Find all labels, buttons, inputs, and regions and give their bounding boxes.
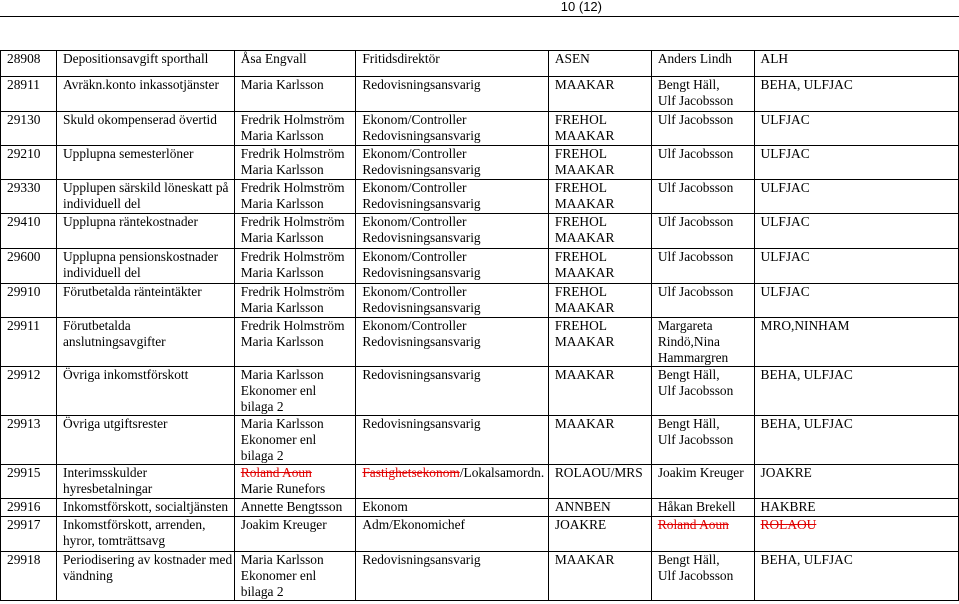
cell-text: Förutbetalda ränteintäkter xyxy=(62,284,202,299)
cell-text: MAAKAR xyxy=(554,334,615,349)
cell-role xyxy=(356,146,549,180)
cell-account-number xyxy=(1,249,57,284)
cell-account-name xyxy=(56,517,234,552)
cell-text: Bengt Häll, xyxy=(657,367,720,382)
cell-text: Ekonom xyxy=(362,499,408,514)
cell-text: Ulf Jacobsson xyxy=(657,93,734,108)
cell-account-name xyxy=(56,249,234,284)
cell-account-name xyxy=(56,112,234,146)
cell-text: Ekonom/Controller xyxy=(362,249,467,264)
cell-text: Avräkn.konto inkassotjänster xyxy=(62,77,219,92)
cell-text: Fredrik Holmström xyxy=(240,249,345,264)
cell-text: Maria Karlsson xyxy=(240,367,324,382)
cell-text: Upplupen särskild löneskatt på xyxy=(62,180,229,195)
cell-text: Marie Runefors xyxy=(240,481,326,496)
cell-text: Maria Karlsson xyxy=(240,128,324,143)
cell-text: 29912 xyxy=(7,367,41,382)
cell-text: Ekonomer enl xyxy=(240,432,317,447)
cell-text: Fredrik Holmström xyxy=(240,214,345,229)
cell-attester-signature xyxy=(754,465,958,499)
struck-text: Fastighetsekonom xyxy=(362,465,460,480)
cell-role xyxy=(356,51,549,77)
cell-text: 29913 xyxy=(7,416,41,431)
struck-text: ROLAOU xyxy=(760,517,817,532)
cell-signature xyxy=(548,180,651,214)
cell-account-number xyxy=(1,416,57,465)
cell-text: Fastighetsekonom/Lokalsamordn. xyxy=(362,465,545,480)
cell-account-number xyxy=(1,552,57,601)
header-rule xyxy=(0,16,959,17)
cell-text: Periodisering av kostnader med xyxy=(62,552,233,567)
cell-text xyxy=(658,517,754,533)
cell-role xyxy=(356,552,549,601)
cell-text: ASEN xyxy=(554,51,590,66)
cell-text: Depositionsavgift sporthall xyxy=(62,51,209,66)
cell-attester-signature xyxy=(754,77,958,112)
cell-text: 29910 xyxy=(7,284,41,299)
cell-text: ULFJAC xyxy=(760,146,810,161)
table-row xyxy=(1,51,959,77)
cell-attester-signature xyxy=(754,517,958,552)
cell-attester-signature xyxy=(754,416,958,465)
cell-text: Annette Bengtsson xyxy=(240,499,343,514)
cell-text: hyror, tomträttsavg xyxy=(62,533,166,548)
cell-text: Ekonom/Controller xyxy=(362,180,467,195)
cell-signature xyxy=(548,51,651,77)
cell-text: MAAKAR xyxy=(554,552,615,567)
cell-text: 29330 xyxy=(7,180,41,195)
cell-responsible-name xyxy=(234,416,356,465)
cell-text: Åsa Engvall xyxy=(240,51,307,66)
table-row xyxy=(1,112,959,146)
cell-attester-signature xyxy=(754,112,958,146)
cell-text: ULFJAC xyxy=(760,249,810,264)
cell-text: Upplupna pensionskostnader xyxy=(62,249,219,264)
cell-text: Ekonom/Controller xyxy=(362,112,467,127)
table-row xyxy=(1,214,959,249)
cell-account-name xyxy=(56,284,234,318)
cell-text: hyresbetalningar xyxy=(62,481,153,496)
cell-role xyxy=(356,180,549,214)
cell-attester-name xyxy=(651,367,754,416)
table-row xyxy=(1,465,959,499)
cell-text: Adm/Ekonomichef xyxy=(362,517,465,532)
cell-responsible-name xyxy=(234,284,356,318)
cell-text: Redovisningsansvarig xyxy=(362,300,481,315)
cell-text: MAAKAR xyxy=(554,162,615,177)
cell-text: FREHOL xyxy=(554,146,607,161)
cell-text: BEHA, ULFJAC xyxy=(760,552,853,567)
cell-text: Margareta xyxy=(657,318,713,333)
cell-text: Upplupna räntekostnader xyxy=(62,214,198,229)
cell-account-name xyxy=(56,465,234,499)
cell-text: Ulf Jacobsson xyxy=(657,112,734,127)
cell-role xyxy=(356,318,549,367)
table-row xyxy=(1,77,959,112)
table-row xyxy=(1,180,959,214)
cell-account-name xyxy=(56,416,234,465)
cell-text: Bengt Häll, xyxy=(657,77,720,92)
cell-account-number xyxy=(1,499,57,517)
cell-text: FREHOL xyxy=(554,180,607,195)
cell-text: 29410 xyxy=(7,214,41,229)
cell-role xyxy=(356,517,549,552)
cell-text: Ulf Jacobsson xyxy=(657,432,734,447)
cell-signature xyxy=(548,318,651,367)
cell-account-name xyxy=(56,77,234,112)
table-row xyxy=(1,552,959,601)
cell-text: Rindö,Nina xyxy=(657,334,720,349)
table-row xyxy=(1,318,959,367)
cell-role xyxy=(356,77,549,112)
cell-text: MAAKAR xyxy=(554,265,615,280)
table-row xyxy=(1,284,959,318)
cell-text: Redovisningsansvarig xyxy=(362,334,481,349)
cell-text: Redovisningsansvarig xyxy=(362,162,481,177)
cell-responsible-name xyxy=(234,552,356,601)
cell-attester-name xyxy=(651,180,754,214)
cell-text: Upplupna semesterlöner xyxy=(62,146,194,161)
cell-attester-name xyxy=(651,499,754,517)
cell-attester-signature xyxy=(754,51,958,77)
cell-responsible-name xyxy=(234,77,356,112)
cell-responsible-name xyxy=(234,367,356,416)
cell-text: ALH xyxy=(760,51,789,66)
cell-attester-name xyxy=(651,552,754,601)
cell-text: Ulf Jacobsson xyxy=(657,568,734,583)
cell-text: Joakim Kreuger xyxy=(657,465,744,480)
cell-text: Hammargren xyxy=(657,350,729,365)
cell-signature xyxy=(548,284,651,318)
cell-responsible-name xyxy=(234,51,356,77)
table-row xyxy=(1,367,959,416)
cell-text: Bengt Häll, xyxy=(657,552,720,567)
cell-text: Övriga utgiftsrester xyxy=(62,416,168,431)
cell-text: Interimsskulder xyxy=(62,465,148,480)
cell-attester-name xyxy=(651,51,754,77)
cell-text: vändning xyxy=(62,568,113,583)
table-row xyxy=(1,517,959,552)
cell-account-number xyxy=(1,77,57,112)
cell-role xyxy=(356,367,549,416)
cell-text: Maria Karlsson xyxy=(240,230,324,245)
cell-text: bilaga 2 xyxy=(240,399,284,414)
cell-text: JOAKRE xyxy=(554,517,607,532)
cell-account-number xyxy=(1,367,57,416)
cell-responsible-name xyxy=(234,214,356,249)
cell-attester-name xyxy=(651,112,754,146)
cell-signature xyxy=(548,214,651,249)
cell-text: anslutningsavgifter xyxy=(62,334,166,349)
cell-attester-name xyxy=(651,284,754,318)
cell-responsible-name xyxy=(234,146,356,180)
cell-responsible-name xyxy=(234,180,356,214)
cell-text: Maria Karlsson xyxy=(240,334,324,349)
cell-text: BEHA, ULFJAC xyxy=(760,77,853,92)
cell-attester-name xyxy=(651,517,754,552)
cell-text: Redovisningsansvarig xyxy=(362,416,481,431)
table-row xyxy=(1,146,959,180)
cell-text: 29917 xyxy=(7,517,41,532)
cell-text: FREHOL xyxy=(554,284,607,299)
cell-text: Ekonom/Controller xyxy=(362,284,467,299)
cell-attester-name xyxy=(651,318,754,367)
cell-responsible-name xyxy=(234,249,356,284)
table-row xyxy=(1,249,959,284)
table-row xyxy=(1,416,959,465)
cell-text: Ulf Jacobsson xyxy=(657,383,734,398)
cell-text: Redovisningsansvarig xyxy=(362,128,481,143)
cell-text: Redovisningsansvarig xyxy=(362,367,481,382)
cell-signature xyxy=(548,367,651,416)
cell-attester-signature xyxy=(754,367,958,416)
cell-text: Ekonomer enl xyxy=(240,383,317,398)
cell-text: Ulf Jacobsson xyxy=(657,214,734,229)
cell-text: Joakim Kreuger xyxy=(240,517,327,532)
cell-text: Ulf Jacobsson xyxy=(657,284,734,299)
cell-text: Ekonom/Controller xyxy=(362,146,467,161)
page-number: 10 (12) xyxy=(560,0,602,14)
cell-signature xyxy=(548,77,651,112)
cell-text: FREHOL xyxy=(554,214,607,229)
cell-account-name xyxy=(56,51,234,77)
cell-text: Fredrik Holmström xyxy=(240,318,345,333)
cell-text: Inkomstförskott, arrenden, xyxy=(62,517,206,532)
cell-text: Fredrik Holmström xyxy=(240,146,345,161)
cell-text: 28908 xyxy=(7,51,41,66)
cell-attester-signature xyxy=(754,180,958,214)
cell-text xyxy=(761,517,958,533)
cell-text: FREHOL xyxy=(554,112,607,127)
cell-text: ULFJAC xyxy=(760,180,810,195)
cell-text: Redovisningsansvarig xyxy=(362,230,481,245)
cell-role xyxy=(356,465,549,499)
cell-text: Ekonom/Controller xyxy=(362,318,467,333)
cell-text: Ulf Jacobsson xyxy=(657,146,734,161)
cell-responsible-name xyxy=(234,465,356,499)
cell-account-number xyxy=(1,180,57,214)
cell-responsible-name xyxy=(234,499,356,517)
cell-text: Övriga inkomstförskott xyxy=(62,367,189,382)
cell-text: 29210 xyxy=(7,146,41,161)
cell-account-name xyxy=(56,146,234,180)
cell-text: individuell del xyxy=(62,196,141,211)
cell-text: Redovisningsansvarig xyxy=(362,265,481,280)
cell-text: Maria Karlsson xyxy=(240,162,324,177)
cell-account-number xyxy=(1,51,57,77)
cell-attester-signature xyxy=(754,214,958,249)
cell-text: ULFJAC xyxy=(760,214,810,229)
cell-text: Ekonom/Controller xyxy=(362,214,467,229)
cell-attester-signature xyxy=(754,249,958,284)
cell-role xyxy=(356,499,549,517)
struck-text: Roland Aoun xyxy=(657,517,729,532)
responsibility-table xyxy=(0,50,959,601)
cell-text: Maria Karlsson xyxy=(240,77,324,92)
cell-text: MAAKAR xyxy=(554,77,615,92)
cell-account-name xyxy=(56,552,234,601)
cell-text: Bengt Häll, xyxy=(657,416,720,431)
cell-text: Fredrik Holmström xyxy=(240,180,345,195)
cell-text: Maria Karlsson xyxy=(240,416,324,431)
cell-text: 29600 xyxy=(7,249,41,264)
cell-text: Ulf Jacobsson xyxy=(657,249,734,264)
cell-text: Håkan Brekell xyxy=(657,499,736,514)
cell-attester-signature xyxy=(754,146,958,180)
cell-text: MAAKAR xyxy=(554,128,615,143)
cell-text: Fredrik Holmström xyxy=(240,284,345,299)
cell-attester-name xyxy=(651,214,754,249)
cell-text: Fritidsdirektör xyxy=(362,51,440,66)
cell-text: 29916 xyxy=(7,499,41,514)
cell-role xyxy=(356,416,549,465)
cell-role xyxy=(356,112,549,146)
cell-account-number xyxy=(1,112,57,146)
cell-signature xyxy=(548,552,651,601)
cell-account-name xyxy=(56,318,234,367)
cell-text: Inkomstförskott, socialtjänsten xyxy=(62,499,229,514)
cell-text: MAAKAR xyxy=(554,230,615,245)
table-row xyxy=(1,499,959,517)
cell-text: ULFJAC xyxy=(760,112,810,127)
cell-text: Maria Karlsson xyxy=(240,196,324,211)
cell-text: 29911 xyxy=(7,318,40,333)
cell-account-name xyxy=(56,180,234,214)
cell-attester-name xyxy=(651,146,754,180)
cell-account-name xyxy=(56,499,234,517)
cell-text xyxy=(241,465,356,481)
cell-attester-name xyxy=(651,465,754,499)
cell-text: ULFJAC xyxy=(760,284,810,299)
cell-text: individuell del xyxy=(62,265,141,280)
cell-text: Maria Karlsson xyxy=(240,552,324,567)
cell-account-number xyxy=(1,465,57,499)
cell-attester-signature xyxy=(754,318,958,367)
cell-text: 29918 xyxy=(7,552,41,567)
cell-account-number xyxy=(1,146,57,180)
cell-attester-signature xyxy=(754,284,958,318)
cell-role xyxy=(356,284,549,318)
cell-text: ANNBEN xyxy=(554,499,611,514)
cell-text: MAAKAR xyxy=(554,300,615,315)
cell-account-number xyxy=(1,517,57,552)
cell-text: Redovisningsansvarig xyxy=(362,552,481,567)
cell-text: BEHA, ULFJAC xyxy=(760,367,853,382)
cell-responsible-name xyxy=(234,517,356,552)
cell-text: 29915 xyxy=(7,465,41,480)
cell-signature xyxy=(548,416,651,465)
cell-text: Maria Karlsson xyxy=(240,300,324,315)
cell-text: HAKBRE xyxy=(760,499,816,514)
cell-responsible-name xyxy=(234,318,356,367)
cell-responsible-name xyxy=(234,112,356,146)
cell-signature xyxy=(548,517,651,552)
cell-text: BEHA, ULFJAC xyxy=(760,416,853,431)
cell-account-number xyxy=(1,284,57,318)
cell-text: Anders Lindh xyxy=(657,51,732,66)
cell-text: Ulf Jacobsson xyxy=(657,180,734,195)
cell-signature xyxy=(548,465,651,499)
cell-account-name xyxy=(56,367,234,416)
cell-text: Fredrik Holmström xyxy=(240,112,345,127)
cell-attester-name xyxy=(651,77,754,112)
cell-text: JOAKRE xyxy=(760,465,812,480)
cell-text: Förutbetalda xyxy=(62,318,131,333)
cell-text: 29130 xyxy=(7,112,41,127)
cell-text: bilaga 2 xyxy=(240,584,284,599)
cell-account-name xyxy=(56,214,234,249)
cell-text: bilaga 2 xyxy=(240,448,284,463)
cell-text: 28911 xyxy=(7,77,40,92)
cell-signature xyxy=(548,249,651,284)
cell-attester-signature xyxy=(754,499,958,517)
cell-text: MAAKAR xyxy=(554,196,615,211)
cell-account-number xyxy=(1,214,57,249)
cell-text: MRO,NINHAM xyxy=(760,318,850,333)
cell-text: ROLAOU/MRS xyxy=(554,465,643,480)
cell-text: FREHOL xyxy=(554,318,607,333)
cell-attester-name xyxy=(651,249,754,284)
cell-text: FREHOL xyxy=(554,249,607,264)
cell-attester-signature xyxy=(754,552,958,601)
cell-text: Redovisningsansvarig xyxy=(362,77,481,92)
cell-signature xyxy=(548,499,651,517)
cell-attester-name xyxy=(651,416,754,465)
cell-account-number xyxy=(1,318,57,367)
cell-role xyxy=(356,249,549,284)
cell-text: MAAKAR xyxy=(554,416,615,431)
struck-text: Roland Aoun xyxy=(240,465,312,480)
cell-text: Redovisningsansvarig xyxy=(362,196,481,211)
cell-text: MAAKAR xyxy=(554,367,615,382)
cell-signature xyxy=(548,146,651,180)
cell-text: Maria Karlsson xyxy=(240,265,324,280)
cell-role xyxy=(356,214,549,249)
cell-text: Ekonomer enl xyxy=(240,568,317,583)
cell-text: Skuld okompenserad övertid xyxy=(62,112,217,127)
cell-signature xyxy=(548,112,651,146)
